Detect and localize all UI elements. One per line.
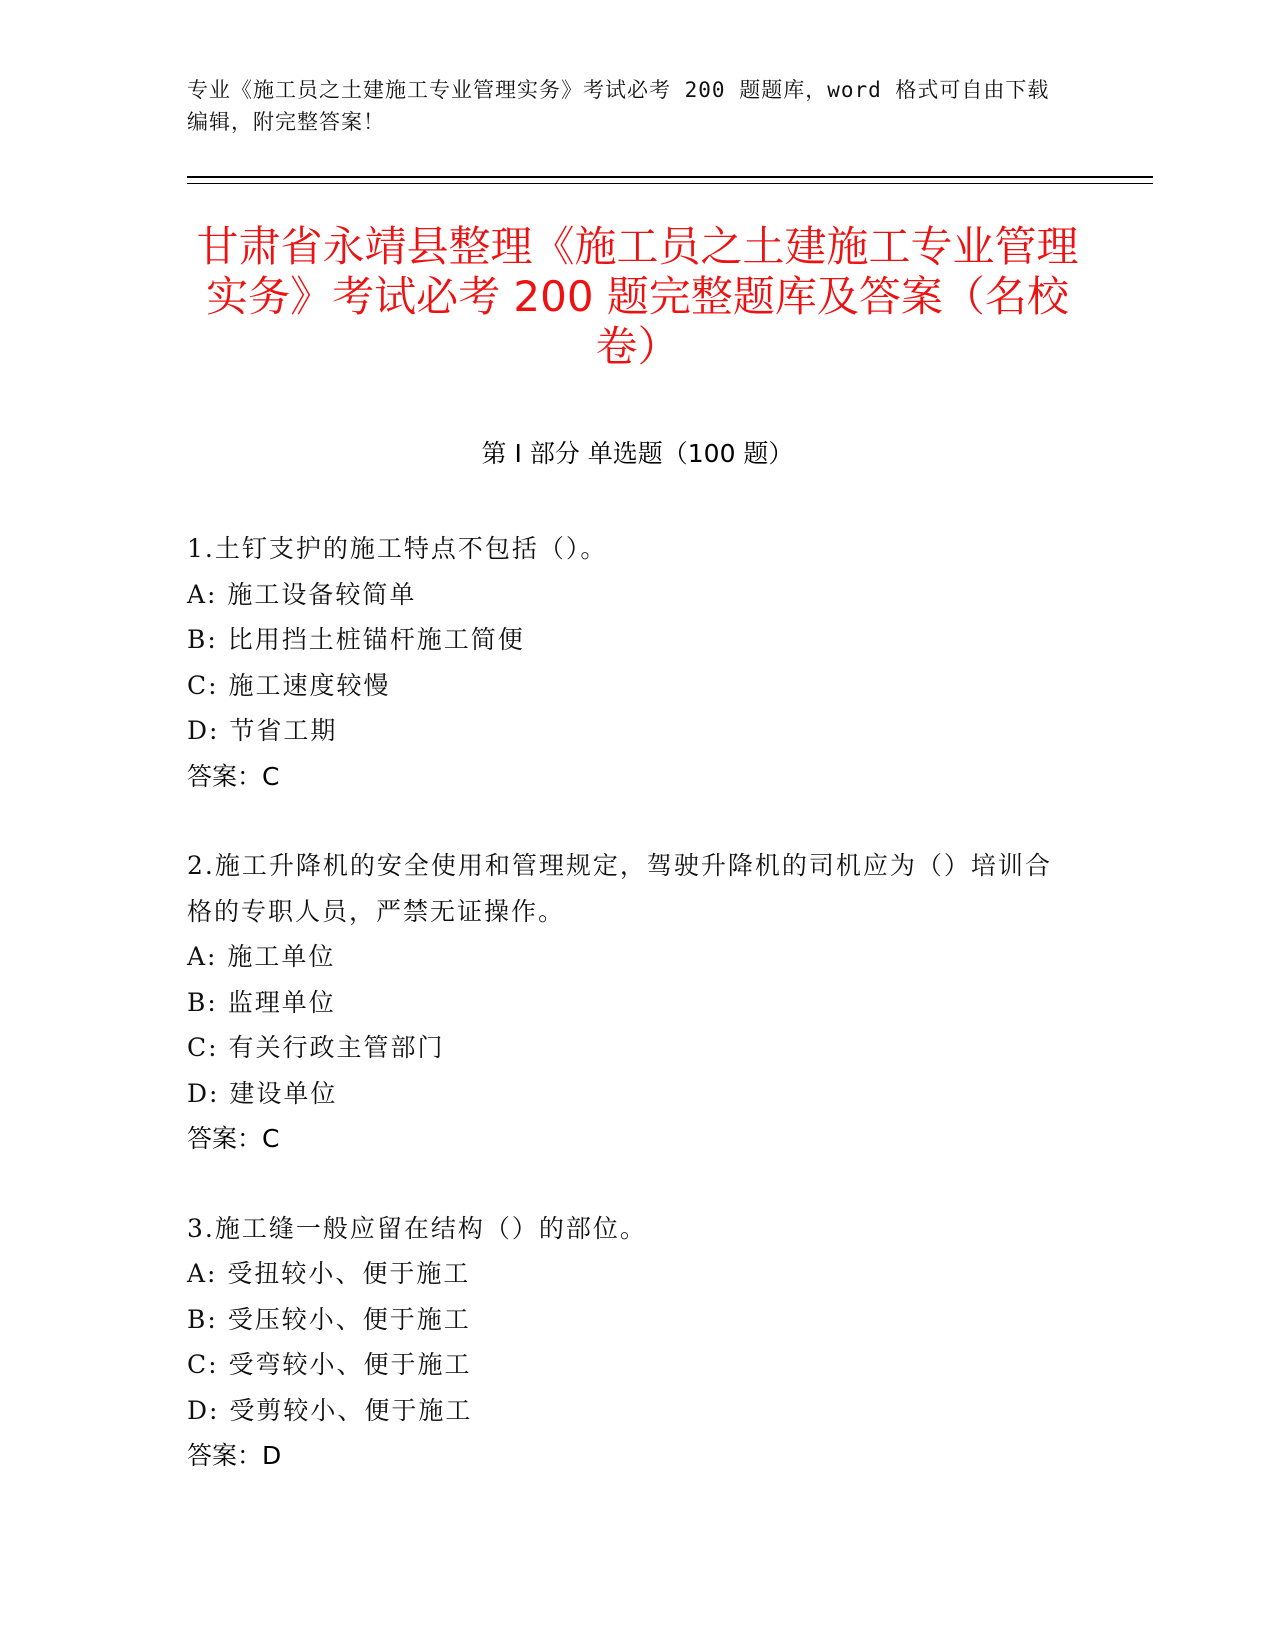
option-d: D: 节省工期 xyxy=(187,716,338,745)
question-3 xyxy=(187,1206,1067,1479)
option-c: C: 有关行政主管部门 xyxy=(187,1033,445,1062)
option-a: A: 施工单位 xyxy=(187,942,336,971)
header-rule-thick xyxy=(187,176,1153,178)
answer-line: 答案：C xyxy=(187,761,280,791)
question-1 xyxy=(187,526,1067,799)
option-b: B: 比用挡土桩锚杆施工简便 xyxy=(187,625,525,654)
option-d: D: 受剪较小、便于施工 xyxy=(187,1395,473,1425)
option-a: A: 受扭较小、便于施工 xyxy=(187,1259,471,1288)
option-c: C: 受弯较小、便于施工 xyxy=(187,1350,472,1379)
option-d: D: 建设单位 xyxy=(187,1078,338,1108)
question-stem: 2.施工升降机的安全使用和管理规定，驾驶升降机的司机应为（）培训合格的专职人员，严禁无证操作。 xyxy=(187,851,1052,926)
section-title: 第 I 部分 单选题（100 题） xyxy=(481,439,794,468)
header-rule-thin xyxy=(187,183,1153,184)
question-stem: 1.土钉支护的施工特点不包括（）。 xyxy=(187,534,608,563)
question-list xyxy=(187,526,1067,1523)
option-c: C: 施工速度较慢 xyxy=(187,670,391,700)
question-2 xyxy=(187,843,1067,1162)
document-title: 甘肃省永靖县整理《施工员之土建施工专业管理实务》考试必考 200 题完整题库及答案（名校卷） xyxy=(196,222,1079,371)
header-note: 专业《施工员之土建施工专业管理实务》考试必考 200 题题库，word 格式可自由下载编辑，附完整答案！ xyxy=(187,78,1050,134)
answer-line: 答案：D xyxy=(187,1441,282,1470)
question-stem: 3.施工缝一般应留在结构（）的部位。 xyxy=(187,1213,647,1243)
option-a: A: 施工设备较简单 xyxy=(187,579,417,609)
answer-line: 答案：C xyxy=(187,1124,280,1153)
option-b: B: 受压较小、便于施工 xyxy=(187,1304,471,1334)
option-b: B: 监理单位 xyxy=(187,987,336,1017)
